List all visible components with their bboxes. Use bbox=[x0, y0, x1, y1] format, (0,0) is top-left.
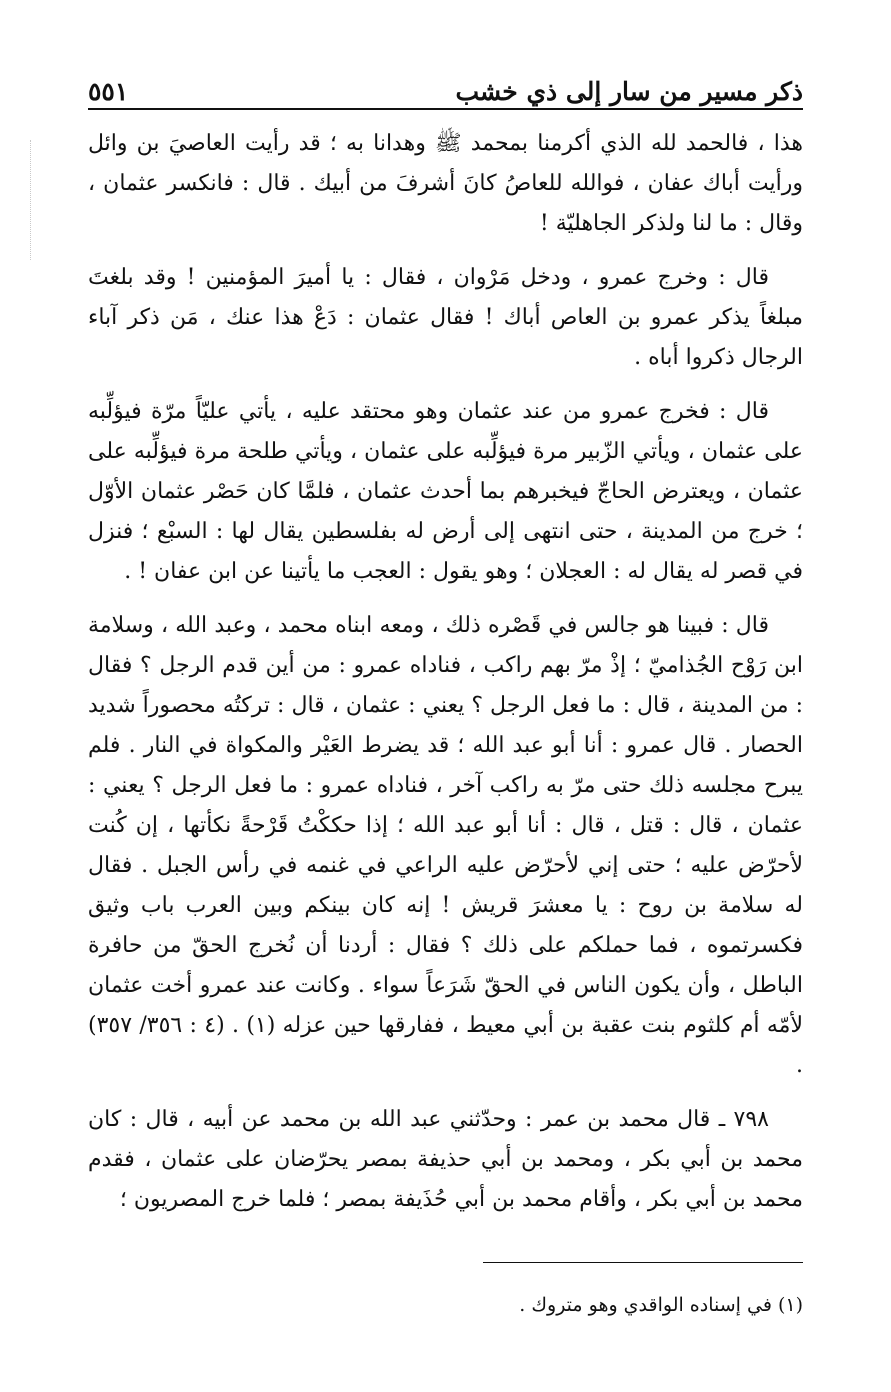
footnote: (١) في إسناده الواقدي وهو متروك . bbox=[519, 1294, 803, 1316]
paragraph: قال : فخرج عمرو من عند عثمان وهو محتقد عليه ، يأتي عليّاً مرّة فيؤلِّبه على عثمان ، ويأتي الزّبير مرة فيؤلِّبه على عثمان ، ويأتي طلحة مرة فيؤلِّبه على عثمان ، ويعترض الحاجّ فيخبرهم بما أحدث عثمان ، فلمَّا كان حَصْر عثمان الأوّل ؛ خرج من المدينة ، حتى انتهى إلى أرض له بفلسطين يقال لها : السبْع ؛ فنزل في قصر له يقال له : العجلان ؛ وهو يقول : العجب ما يأتينا عن ابن عفان ! . bbox=[88, 399, 803, 584]
running-header bbox=[88, 62, 803, 106]
paragraph: ٧٩٨ ـ قال محمد بن عمر : وحدّثني عبد الله بن محمد عن أبيه ، قال : كان محمد بن أبي بكر ، ومحمد بن أبي حذيفة بمصر يحرّضان على عثمان ، فقدم محمد بن أبي بكر ، وأقام محمد بن أبي حُذَيفة بمصر ؛ فلما خرج المصريون ؛ bbox=[88, 1107, 803, 1212]
footnote-rule bbox=[483, 1262, 803, 1263]
header-rule bbox=[88, 108, 803, 110]
chapter-title: ذكر مسير من سار إلى ذي خشب bbox=[455, 77, 803, 106]
margin-marks bbox=[30, 140, 45, 260]
paragraph: قال : وخرج عمرو ، ودخل مَرْوان ، فقال : يا أميرَ المؤمنين ! وقد بلغتَ مبلغاً يذكر عمرو بن العاص أباك ! فقال عثمان : دَعْ هذا عنك ، مَن ذكر آباء الرجال ذكروا أباه . bbox=[88, 265, 803, 370]
paragraph: قال : فبينا هو جالس في قَصْره ذلك ، ومعه ابناه محمد ، وعبد الله ، وسلامة ابن رَوْح الجُذاميّ ؛ إذْ مرّ بهم راكب ، فناداه عمرو : من أين قدم الرجل ؟ فقال : من المدينة ، قال : ما فعل الرجل ؟ يعني : عثمان ، قال : تركتُه محصوراً شديد الحصار . قال عمرو : أنا أبو عبد الله ؛ قد يضرط العَيْر والمكواة في النار . فلم يبرح مجلسه ذلك حتى مرّ به راكب آخر ، فناداه عمرو : ما فعل الرجل ؟ يعني : عثمان ، قال : قتل ، قال : أنا أبو عبد الله ؛ إذا حككْتُ قَرْحةً نكأتها ، إن كُنت لأحرّض عليه ؛ حتى إني لأحرّض عليه الراعي في غنمه في رأس الجبل . فقال له سلامة بن روح : يا معشرَ قريش ! إنه كان بينكم وبين العرب باب وثيق فكسرتموه ، فما حملكم على ذلك ؟ فقال : أردنا أن نُخرج الحقّ من حافرة الباطل ، وأن يكون الناس في الحقّ شَرَعاً سواء . وكانت عند عمرو أخت عثمان لأمّه أم كلثوم بنت عقبة بن أبي معيط ، ففارقها حين عزله (١) . (٤ : ٣٥٦/ ٣٥٧) . bbox=[88, 613, 803, 1078]
paragraph: هذا ، فالحمد لله الذي أكرمنا بمحمد ﷺ وهدانا به ؛ قد رأيت العاصيَ بن وائل ورأيت أباك عفان ، فوالله للعاصُ كانَ أشرفَ من أبيك . قال : فانكسر عثمان ، وقال : ما لنا ولذكر الجاهليّة ! bbox=[88, 131, 803, 236]
page-number: ٥٥١ bbox=[88, 77, 129, 106]
main-text bbox=[88, 124, 803, 1234]
